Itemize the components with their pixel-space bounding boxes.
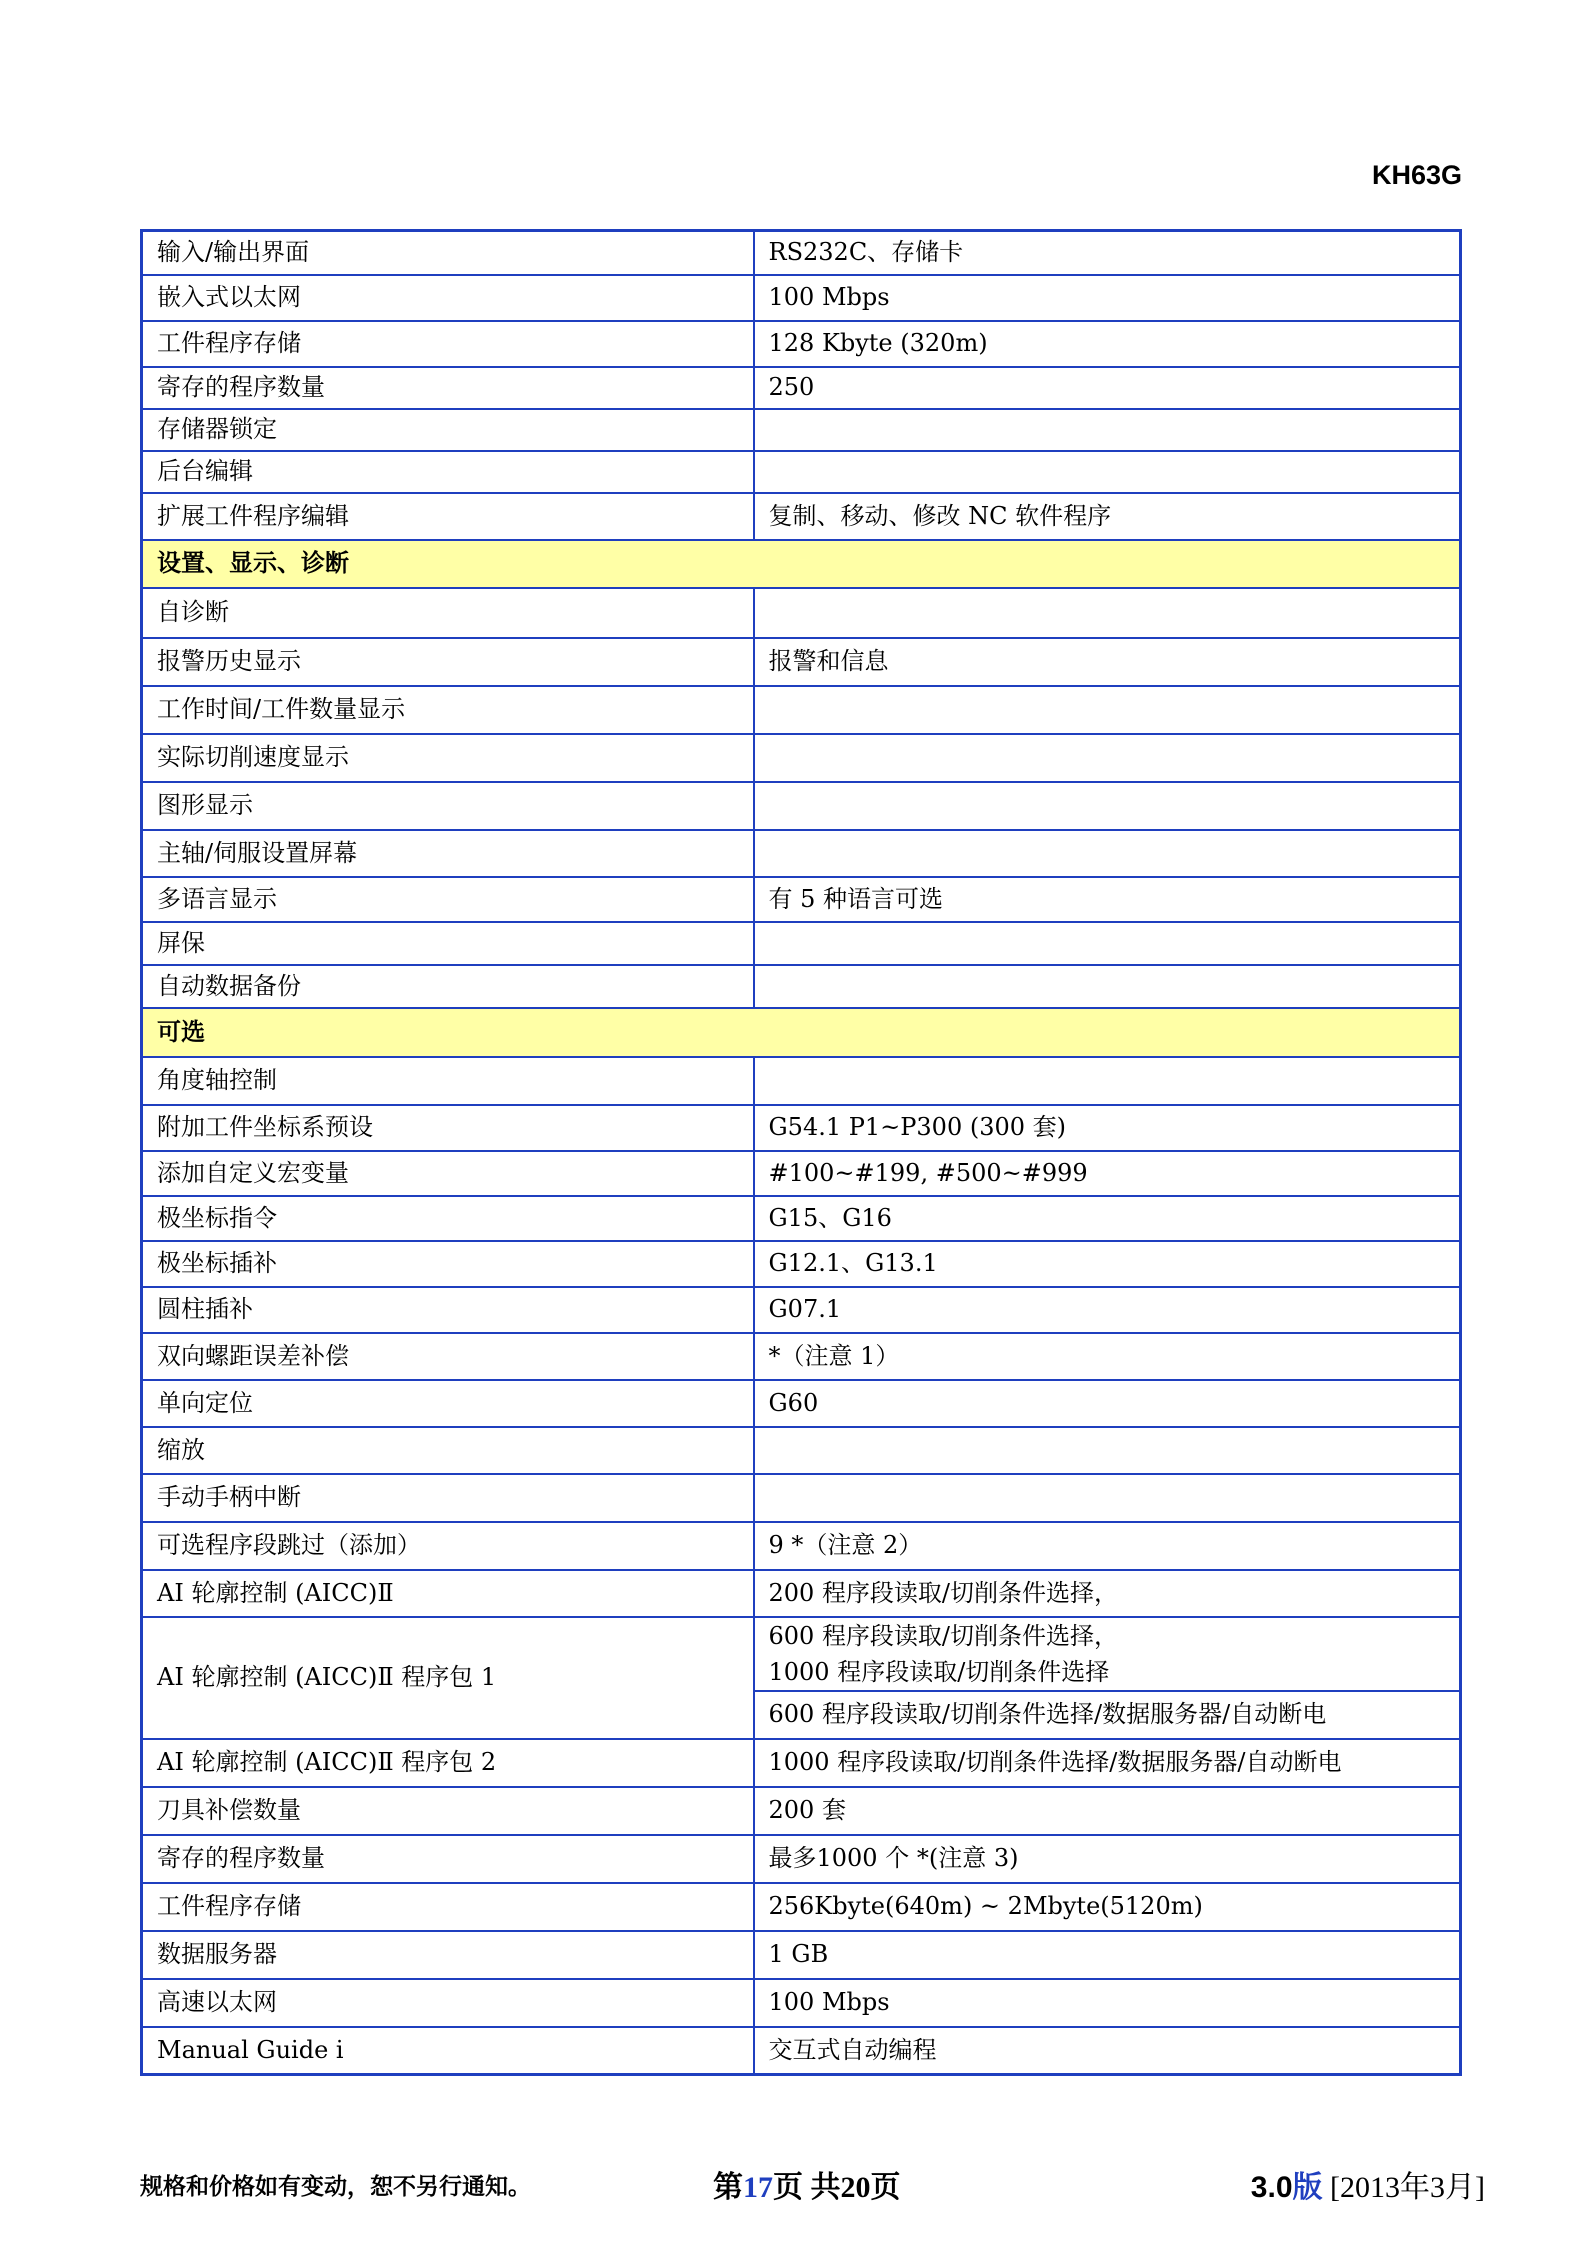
spec-name: 附加工件坐标系预设 <box>142 1105 754 1151</box>
spec-name: 高速以太网 <box>142 1979 754 2027</box>
spec-value <box>754 782 1461 830</box>
table-row <box>142 588 1461 638</box>
table-row <box>142 734 1461 782</box>
spec-name: 圆柱插补 <box>142 1287 754 1333</box>
spec-name: 极坐标指令 <box>142 1196 754 1241</box>
table-row <box>142 1739 1461 1787</box>
table-row <box>142 367 1461 409</box>
spec-name: 极坐标插补 <box>142 1241 754 1287</box>
table-row <box>142 1333 1461 1380</box>
spec-value: G07.1 <box>754 1287 1461 1333</box>
table-row <box>142 1105 1461 1151</box>
table-row <box>142 1427 1461 1474</box>
spec-value: 256Kbyte(640m) ~ 2Mbyte(5120m) <box>754 1883 1461 1931</box>
spec-name: 工作时间/工件数量显示 <box>142 686 754 734</box>
spec-value: G15、G16 <box>754 1196 1461 1241</box>
section-header: 可选 <box>142 1008 1461 1057</box>
spec-value-line: 1000 程序段读取/切削条件选择 <box>768 1657 1110 1686</box>
spec-value: G12.1、G13.1 <box>754 1241 1461 1287</box>
table-row <box>142 1617 1461 1691</box>
spec-name: 缩放 <box>142 1427 754 1474</box>
spec-name: 报警历史显示 <box>142 638 754 686</box>
spec-value: 报警和信息 <box>754 638 1461 686</box>
table-row <box>142 409 1461 451</box>
table-row <box>142 638 1461 686</box>
spec-name: 手动手柄中断 <box>142 1474 754 1522</box>
spec-value: *（注意 1） <box>754 1333 1461 1380</box>
table-row <box>142 1570 1461 1617</box>
spec-value: 1000 程序段读取/切削条件选择/数据服务器/自动断电 <box>754 1739 1461 1787</box>
spec-value: 100 Mbps <box>754 275 1461 321</box>
spec-value <box>754 409 1461 451</box>
section-header: 设置、显示、诊断 <box>142 540 1461 588</box>
spec-value-line: 600 程序段读取/切削条件选择， <box>768 1621 1119 1650</box>
spec-name: 自诊断 <box>142 588 754 638</box>
spec-name: 添加自定义宏变量 <box>142 1151 754 1196</box>
spec-value: 250 <box>754 367 1461 409</box>
spec-value: 有 5 种语言可选 <box>754 877 1461 922</box>
table-row <box>142 1287 1461 1333</box>
spec-name: 工件程序存储 <box>142 321 754 367</box>
spec-name: 扩展工件程序编辑 <box>142 493 754 540</box>
spec-value: G60 <box>754 1380 1461 1427</box>
spec-value <box>754 1474 1461 1522</box>
spec-value <box>754 922 1461 965</box>
table-row <box>142 830 1461 877</box>
spec-value: G54.1 P1~P300 (300 套) <box>754 1105 1461 1151</box>
table-row <box>142 1196 1461 1241</box>
spec-value <box>754 686 1461 734</box>
spec-value <box>754 734 1461 782</box>
spec-name: 寄存的程序数量 <box>142 367 754 409</box>
table-row <box>142 2027 1461 2075</box>
spec-value <box>754 965 1461 1008</box>
table-row <box>142 922 1461 965</box>
table-row <box>142 1151 1461 1196</box>
table-row <box>142 782 1461 830</box>
spec-name: 工件程序存储 <box>142 1883 754 1931</box>
section-row <box>142 1008 1461 1057</box>
table-row <box>142 493 1461 540</box>
section-row <box>142 540 1461 588</box>
table-row <box>142 451 1461 493</box>
spec-name: 实际切削速度显示 <box>142 734 754 782</box>
spec-name: 可选程序段跳过（添加） <box>142 1522 754 1570</box>
spec-name: 主轴/伺服设置屏幕 <box>142 830 754 877</box>
spec-value <box>754 1617 1461 1691</box>
spec-name: 双向螺距误差补偿 <box>142 1333 754 1380</box>
spec-name: 单向定位 <box>142 1380 754 1427</box>
table-row <box>142 1931 1461 1979</box>
spec-name: 寄存的程序数量 <box>142 1835 754 1883</box>
spec-value <box>754 1427 1461 1474</box>
table-row <box>142 1474 1461 1522</box>
table-row <box>142 321 1461 367</box>
spec-name: 存储器锁定 <box>142 409 754 451</box>
spec-value: 100 Mbps <box>754 1979 1461 2027</box>
spec-value: 128 Kbyte (320m) <box>754 321 1461 367</box>
spec-name: AI 轮廓控制 (AICC)Ⅱ 程序包 2 <box>142 1739 754 1787</box>
spec-table <box>140 229 1462 2076</box>
spec-value <box>754 830 1461 877</box>
spec-value <box>754 588 1461 638</box>
spec-name: 数据服务器 <box>142 1931 754 1979</box>
spec-name: Manual Guide i <box>142 2027 754 2075</box>
spec-name: 自动数据备份 <box>142 965 754 1008</box>
spec-value: RS232C、存储卡 <box>754 231 1461 275</box>
spec-name: 多语言显示 <box>142 877 754 922</box>
spec-value: 1 GB <box>754 1931 1461 1979</box>
table-row <box>142 1380 1461 1427</box>
spec-value: 最多1000 个 *(注意 3) <box>754 1835 1461 1883</box>
page-footer <box>0 2160 1587 2204</box>
spec-value <box>754 451 1461 493</box>
spec-name: 刀具补偿数量 <box>142 1787 754 1835</box>
table-row <box>142 1057 1461 1105</box>
spec-name: 嵌入式以太网 <box>142 275 754 321</box>
spec-name: 角度轴控制 <box>142 1057 754 1105</box>
table-row <box>142 1883 1461 1931</box>
spec-name: 输入/输出界面 <box>142 231 754 275</box>
spec-name: 图形显示 <box>142 782 754 830</box>
model-code: KH63G <box>1371 160 1462 190</box>
table-row <box>142 1522 1461 1570</box>
spec-name: 屏保 <box>142 922 754 965</box>
table-row <box>142 1979 1461 2027</box>
version-number: 3.0 <box>1250 2171 1293 2204</box>
spec-value: #100~#199, #500~#999 <box>754 1151 1461 1196</box>
table-row <box>142 965 1461 1008</box>
spec-value: 600 程序段读取/切削条件选择/数据服务器/自动断电 <box>754 1691 1461 1739</box>
version-date: [2013年3月] <box>1330 2171 1485 2204</box>
spec-value: 9 *（注意 2） <box>754 1522 1461 1570</box>
table-row <box>142 1835 1461 1883</box>
table-row <box>142 1241 1461 1287</box>
table-row <box>142 1787 1461 1835</box>
page-number: 17 <box>743 2171 773 2204</box>
spec-value: 复制、移动、修改 NC 软件程序 <box>754 493 1461 540</box>
table-row <box>142 275 1461 321</box>
table-row <box>142 877 1461 922</box>
spec-value: 200 程序段读取/切削条件选择， <box>754 1570 1461 1617</box>
table-row <box>142 231 1461 275</box>
disclaimer-note: 规格和价格如有变动，恕不另行通知。 <box>140 2174 531 2199</box>
page-total: 20 <box>840 2171 871 2204</box>
spec-value: 200 套 <box>754 1787 1461 1835</box>
spec-value <box>754 1057 1461 1105</box>
spec-name: 后台编辑 <box>142 451 754 493</box>
version-info: 3.0版 [2013年3月] <box>1250 2171 1485 2204</box>
page-indicator: 第17页 共20页 <box>713 2171 901 2204</box>
spec-name: AI 轮廓控制 (AICC)Ⅱ 程序包 1 <box>142 1617 754 1739</box>
table-row <box>142 686 1461 734</box>
spec-name: AI 轮廓控制 (AICC)Ⅱ <box>142 1570 754 1617</box>
spec-value: 交互式自动编程 <box>754 2027 1461 2075</box>
